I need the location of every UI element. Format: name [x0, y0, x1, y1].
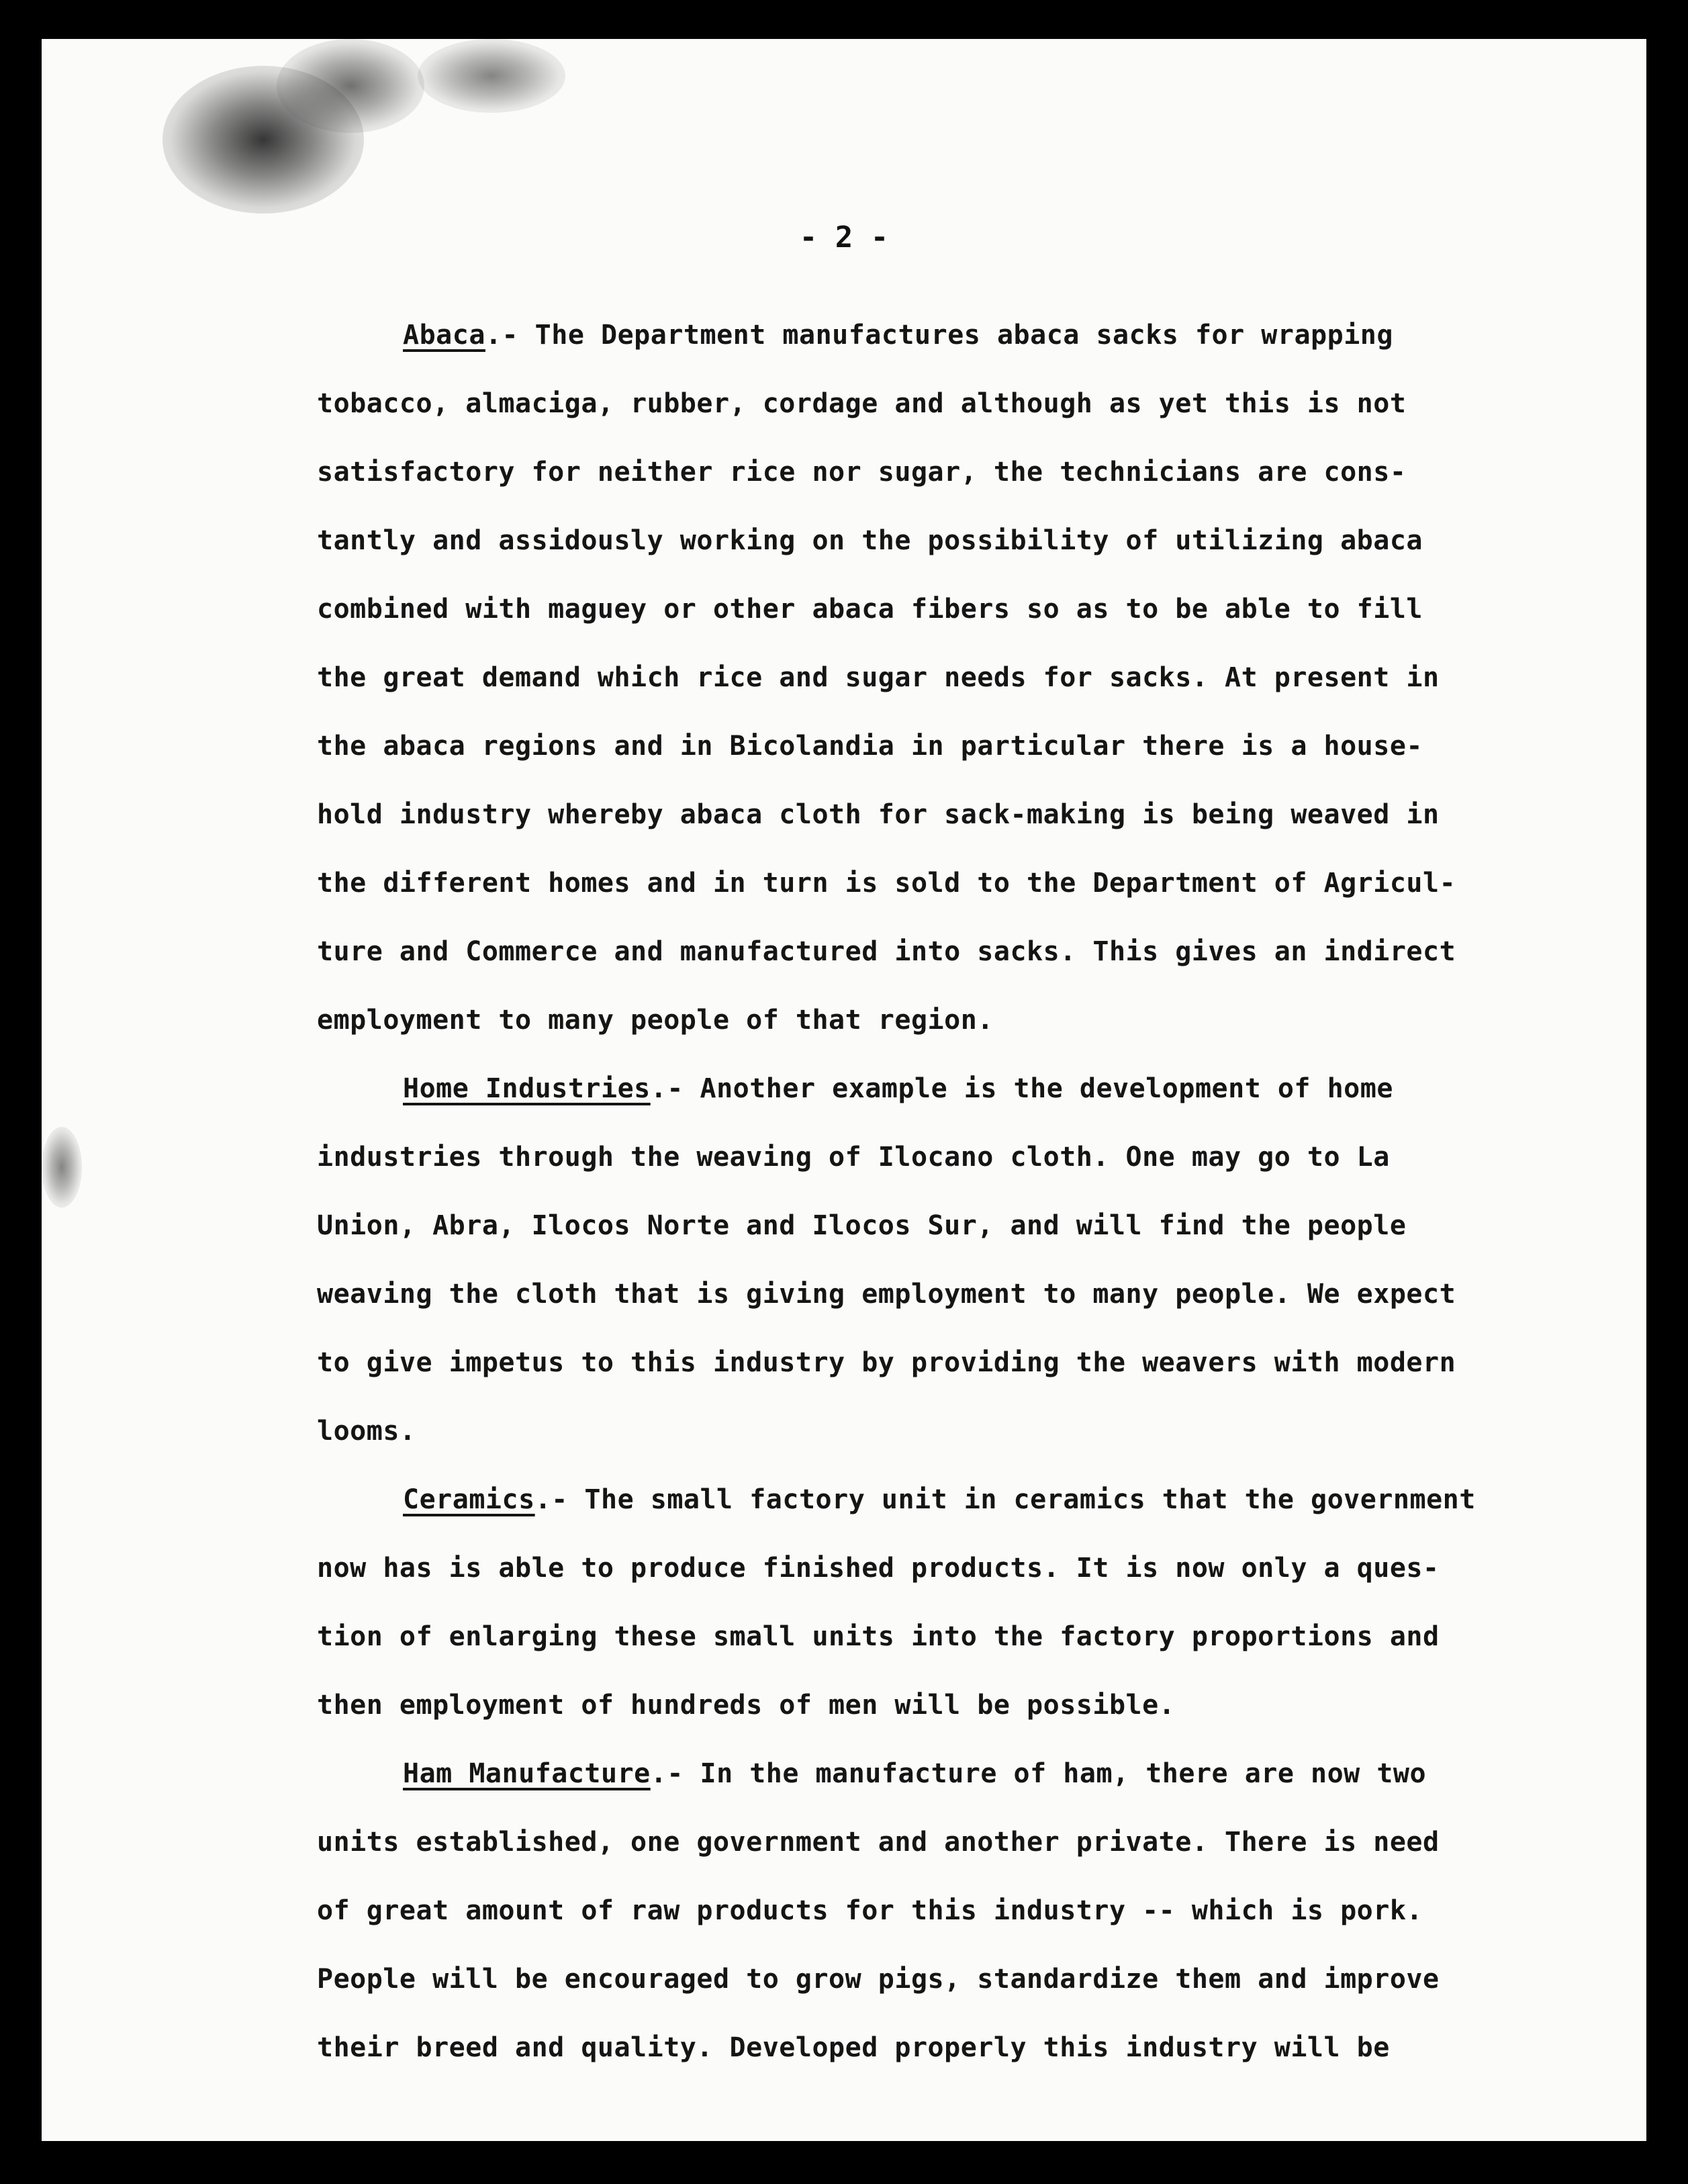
text-line: .- Another example is the development of home: [650, 1073, 1393, 1104]
paragraph-abaca: [317, 301, 1593, 1054]
text-line: ture and Commerce and manufactured into sacks. This gives an indirect: [317, 936, 1456, 967]
paragraph-first-line: [317, 1054, 1593, 1123]
text-line: looms.: [317, 1416, 416, 1447]
text-line: combined with maguey or other abaca fibers so as to be able to fill: [317, 594, 1423, 625]
section-heading-home-industries: Home Industries: [403, 1073, 651, 1104]
text-line: tobacco, almaciga, rubber, cordage and although as yet this is not: [317, 388, 1407, 419]
text-line: hold industry whereby abaca cloth for sack-making is being weaved in: [317, 799, 1440, 830]
document-body: [317, 301, 1593, 2082]
paragraph-first-line: [317, 301, 1593, 369]
text-line: .- The small factory unit in ceramics that the government: [534, 1484, 1476, 1515]
text-line: units established, one government and another private. There is need: [317, 1827, 1440, 1858]
text-line: satisfactory for neither rice nor sugar, the technicians are cons-: [317, 457, 1407, 488]
paragraph-first-line: [317, 1465, 1593, 1534]
text-line: of great amount of raw products for this industry -- which is pork.: [317, 1895, 1423, 1926]
text-line: .- In the manufacture of ham, there are now two: [650, 1758, 1427, 1789]
ink-smudge: [42, 1127, 82, 1208]
paragraph-ceramics: [317, 1465, 1593, 1739]
paragraph-first-line: [317, 1739, 1593, 1808]
text-line: the abaca regions and in Bicolandia in particular there is a house-: [317, 731, 1423, 762]
text-line: the different homes and in turn is sold to the Department of Agricul-: [317, 868, 1456, 899]
text-line: their breed and quality. Developed properly this industry will be: [317, 2032, 1390, 2063]
text-line: tion of enlarging these small units into the factory proportions and: [317, 1621, 1440, 1652]
text-line: weaving the cloth that is giving employment to many people. We expect: [317, 1279, 1456, 1310]
text-line: .- The Department manufactures abaca sacks for wrapping: [485, 320, 1393, 351]
section-heading-ceramics: Ceramics: [403, 1484, 535, 1515]
text-line: industries through the weaving of Ilocano cloth. One may go to La: [317, 1142, 1390, 1173]
paragraph-home-industries: [317, 1054, 1593, 1465]
text-line: employment to many people of that region.: [317, 1005, 994, 1036]
text-line: then employment of hundreds of men will be possible.: [317, 1690, 1176, 1721]
text-line: Union, Abra, Ilocos Norte and Ilocos Sur, and will find the people: [317, 1210, 1407, 1241]
text-line: to give impetus to this industry by providing the weavers with modern: [317, 1347, 1456, 1378]
text-line: now has is able to produce finished products. It is now only a ques-: [317, 1553, 1440, 1584]
text-line: tantly and assidously working on the possibility of utilizing abaca: [317, 525, 1423, 556]
section-heading-abaca: Abaca: [403, 320, 485, 351]
section-heading-ham-manufacture: Ham Manufacture: [403, 1758, 651, 1789]
text-line: People will be encouraged to grow pigs, standardize them and improve: [317, 1964, 1440, 1995]
text-line: the great demand which rice and sugar needs for sacks. At present in: [317, 662, 1440, 693]
ink-smudge: [277, 39, 424, 133]
paragraph-ham-manufacture: [317, 1739, 1593, 2082]
document-page: [42, 39, 1646, 2141]
page-number: - 2 -: [799, 220, 889, 255]
ink-smudge: [418, 39, 565, 113]
